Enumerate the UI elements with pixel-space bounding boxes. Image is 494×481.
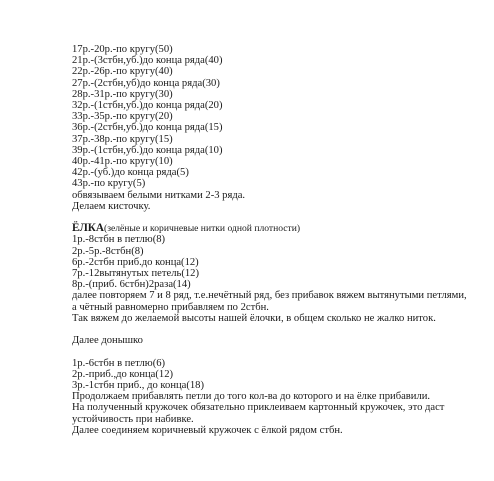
row-line: 3р.-1стбн приб., до конца(18) (72, 380, 205, 392)
row-line: 42р.-(уб.)до конца ряда(5) (72, 167, 189, 179)
row-line: 17р.-20р.-по кругу(50) (72, 44, 173, 55)
row-line: 1р.-6стбн в петлю(6) (72, 357, 166, 369)
row-line: 33р.-35р.-по кругу(20) (72, 111, 173, 123)
elka-paragraph: Так вяжем до желаемой высоты нашей ёлочки, в общем сколько не жалко ниток. (72, 312, 436, 324)
bottom-paragraph: Продолжаем прибавлять петли до того кол-ва до которого и на ёлке прибавили. (72, 391, 431, 403)
row-line: 39р.-(1стбн,уб.)до конца ряда(10) (72, 144, 223, 156)
instruction-line: обвязываем белыми нитками 2-3 ряда. (72, 189, 246, 201)
row-line: 2р.-5р.-8стбн(8) (72, 245, 144, 257)
row-line: 36р.-(2стбн,уб.)до конца ряда(15) (72, 122, 223, 134)
elka-title-note: (зелёные и коричневые нитки одной плотности) (104, 223, 301, 235)
row-line: 7р.-12вытянутых петель(12) (72, 268, 199, 280)
elka-section (72, 223, 482, 324)
row-line: 22р.-26р.-по кругу(40) (72, 66, 173, 78)
bottom-paragraph: Далее соединяем коричневый кружочек с ёлкой рядом стбн. (72, 424, 343, 436)
row-line: 21р.-(3стбн,уб.)до конца ряда(40) (72, 55, 223, 67)
spacer (72, 324, 482, 335)
row-line: 37р.-38р.-по кругу(15) (72, 133, 173, 145)
spacer (72, 212, 482, 223)
row-line: 40р.-41р.-по кругу(10) (72, 156, 173, 168)
rows-list-part1 (72, 44, 482, 212)
bottom-section (72, 335, 482, 436)
row-line: 43р.-по кругу(5) (72, 178, 146, 190)
row-line: 27р.-(2стбн,уб)до конца ряда(30) (72, 77, 220, 89)
row-line: 28р.-31р.-по кругу(30) (72, 88, 173, 100)
spacer (72, 346, 482, 357)
row-line: 2р.-приб.,до конца(12) (72, 368, 174, 380)
elka-title: ЁЛКА (72, 222, 104, 235)
row-line: 1р.-8стбн в петлю(8) (72, 234, 166, 246)
bottom-paragraph: На полученный кружочек обязательно приклеиваем картонный кружочек, это даст устойчивость при набивке. (72, 402, 445, 425)
instruction-line: Делаем кисточку. (72, 200, 151, 212)
row-line: 8р.-(приб. 6стбн)2раза(14) (72, 279, 191, 291)
document-text (72, 44, 482, 436)
elka-paragraph: далее повторяем 7 и 8 ряд, т.е.нечётный ряд, без прибавок вяжем вытянутыми петлями, а чётный равномерно прибавляем по 2стбн. (72, 290, 467, 313)
row-line: 32р.-(1стбн,уб.)до конца ряда(20) (72, 100, 223, 112)
bottom-heading: Далее донышко (72, 335, 143, 347)
elka-heading (72, 223, 482, 234)
row-line: 6р.-2стбн приб.до конца(12) (72, 256, 199, 268)
